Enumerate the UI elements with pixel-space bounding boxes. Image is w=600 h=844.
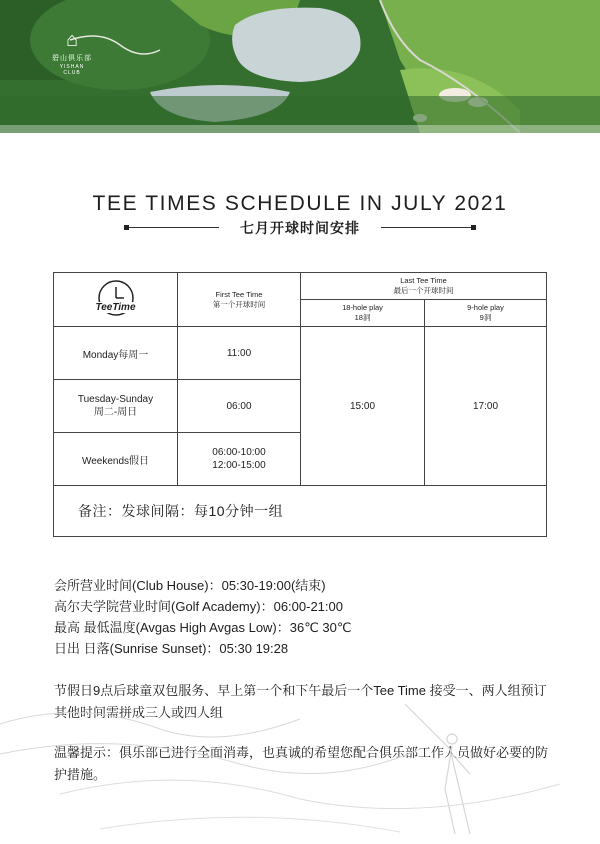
last-18-value: 15:00 <box>349 400 376 412</box>
clock-icon <box>91 278 141 322</box>
first-tee-header <box>177 273 300 326</box>
row-tuesday-sunday-first-tee <box>177 379 300 432</box>
first-tee-value: 06:00-10:00 <box>212 447 266 458</box>
academy-hours: 高尔夫学院营业时间(Golf Academy)：06:00-21:00 <box>54 599 343 614</box>
first-tee-value: 11:00 <box>226 347 252 359</box>
title-chinese-row <box>124 218 476 238</box>
row-label-text: Tuesday-Sunday <box>77 394 154 405</box>
page-title-chinese: 七月开球时间安排 <box>240 220 360 236</box>
club-logo <box>50 30 94 76</box>
warm-reminder: 温馨提示：俱乐部已进行全面消毒，也真诚的希望您配合俱乐部工作人员做好必要的防护措施。 <box>54 745 549 782</box>
row-monday-label <box>54 326 177 379</box>
header-golf-course-photo <box>0 0 600 133</box>
table-note <box>54 485 546 536</box>
page-title-english: TEE TIMES SCHEDULE IN JULY 2021 <box>92 192 508 215</box>
last-9-value: 17:00 <box>472 400 499 412</box>
clubhouse-hours: 会所营业时间(Club House)：05:30-19:00(结束) <box>54 578 326 593</box>
last-tee-header-en: Last Tee Time <box>400 276 447 285</box>
row-label-text-cn: 周二-周日 <box>93 407 138 418</box>
last-tee-9-hole-value <box>424 326 546 485</box>
hole9-header-cn: 9洞 <box>479 313 492 322</box>
last-tee-18-hole-value <box>300 326 424 485</box>
hole18-header <box>300 299 424 326</box>
teetime-logo-cell <box>54 273 177 326</box>
title-right-line <box>381 227 471 228</box>
first-tee-value: 06:00 <box>226 400 252 412</box>
hole9-header-en: 9-hole play <box>467 303 504 312</box>
hole18-header-en: 18-hole play <box>342 303 383 312</box>
row-label-text: Monday每周一 <box>82 349 149 361</box>
camel-logo-icon: ⌂ <box>65 29 79 51</box>
decorative-golfer-line-art <box>0 694 600 844</box>
sunrise-sunset: 日出 日落(Sunrise Sunset)：05:30 19:28 <box>54 641 289 656</box>
row-label-text: Weekends假日 <box>81 455 150 467</box>
logo-english-name: YISHAN CLUB <box>59 64 85 76</box>
title-right-dot <box>471 225 476 230</box>
table-note-text: 备注：发球间隔：每10分钟一组 <box>78 503 284 519</box>
logo-chinese-name: 碧山俱乐部 <box>52 55 92 62</box>
tee-time-schedule-table <box>53 272 547 537</box>
first-tee-value-2: 12:00-15:00 <box>212 460 266 471</box>
row-tuesday-sunday-label <box>54 379 177 432</box>
hole18-header-cn: 18洞 <box>354 313 371 322</box>
row-weekends-first-tee <box>177 432 300 485</box>
last-tee-header <box>300 273 546 299</box>
first-tee-header-en: First Tee Time <box>215 289 263 299</box>
info-lines <box>54 575 554 659</box>
row-monday-first-tee <box>177 326 300 379</box>
hole9-header <box>424 299 546 326</box>
temperature: 最高 最低温度(Avgas High Avgas Low)：36℃ 30℃ <box>54 620 352 635</box>
row-weekends-label <box>54 432 177 485</box>
first-tee-header-cn: 第一个开球时间 <box>212 299 266 309</box>
last-tee-header-cn: 最后一个开球时间 <box>393 286 454 295</box>
caddie-service-note: 节假日9点后球童双包服务、早上第一个和下午最后一个Tee Time 接受一、两人组预订其他时间需拼成三人或四人组 <box>54 683 547 720</box>
teetime-logo-text: TeeTime <box>91 302 141 313</box>
